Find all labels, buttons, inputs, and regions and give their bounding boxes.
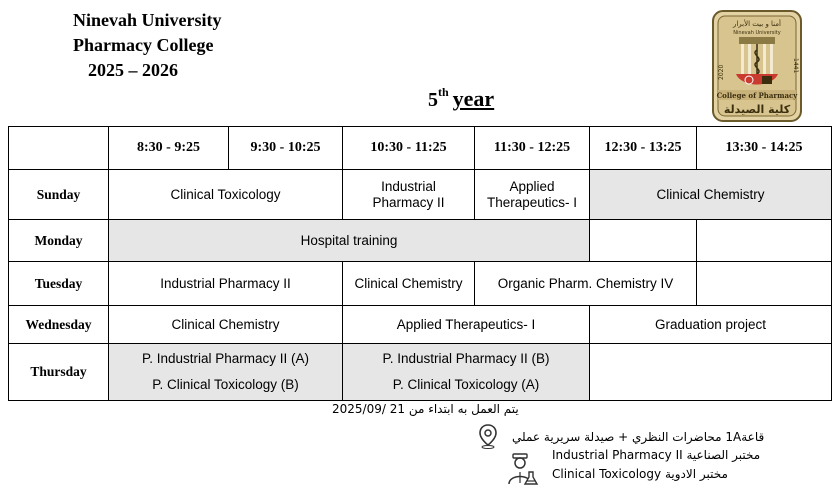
year-number: 5 bbox=[428, 89, 438, 111]
lab-cell bbox=[109, 344, 343, 401]
header-block bbox=[73, 8, 222, 83]
timetable bbox=[8, 126, 832, 401]
day-label: Sunday bbox=[9, 170, 109, 220]
study-year-title bbox=[428, 86, 494, 112]
lab2-note: مختبر الادوية Clinical Toxicology bbox=[552, 467, 728, 481]
time-slot-3: 10:30 - 11:25 bbox=[343, 127, 475, 170]
academic-year: 2025 – 2026 bbox=[88, 60, 178, 80]
logo-year-right: 1441 bbox=[792, 58, 799, 74]
class-line: Applied bbox=[509, 178, 555, 194]
year-suffix: th bbox=[438, 85, 449, 100]
sunday-row bbox=[9, 170, 832, 220]
lab-line: P. Clinical Toxicology (B) bbox=[152, 377, 299, 392]
monday-row bbox=[9, 220, 832, 262]
time-slot-1: 8:30 - 9:25 bbox=[109, 127, 229, 170]
class-cell: Clinical Toxicology bbox=[109, 170, 343, 220]
lab-line: P. Industrial Pharmacy II (A) bbox=[141, 351, 310, 366]
class-cell: Industrial Pharmacy II bbox=[109, 262, 343, 306]
college-name: Pharmacy College bbox=[73, 35, 214, 55]
class-line: Therapeutics- I bbox=[486, 194, 578, 210]
time-slot-5: 12:30 - 13:25 bbox=[590, 127, 697, 170]
class-cell bbox=[343, 170, 475, 220]
empty-cell bbox=[590, 220, 697, 262]
corner-cell bbox=[9, 127, 109, 170]
day-label: Monday bbox=[9, 220, 109, 262]
logo-college-ar: كلية الصيدلة bbox=[723, 103, 791, 116]
empty-cell bbox=[697, 220, 832, 262]
class-line: Industrial bbox=[381, 178, 436, 194]
day-label: Tuesday bbox=[9, 262, 109, 306]
class-cell bbox=[475, 170, 590, 220]
class-cell: Applied Therapeutics- I bbox=[343, 306, 590, 344]
college-logo bbox=[712, 10, 802, 122]
logo-college-en: College of Pharmacy bbox=[716, 91, 798, 100]
start-date-note: يتم العمل به ابتداء من 21 /2025/09 bbox=[332, 402, 519, 416]
university-name: Ninevah University bbox=[73, 10, 222, 30]
class-cell: Clinical Chemistry bbox=[343, 262, 475, 306]
lab-line: P. Industrial Pharmacy II (B) bbox=[382, 351, 550, 366]
class-line: Pharmacy II bbox=[372, 194, 445, 210]
tuesday-row bbox=[9, 262, 832, 306]
pharmacist-icon bbox=[505, 452, 539, 486]
year-word: year bbox=[452, 86, 495, 111]
time-slot-4: 11:30 - 12:25 bbox=[475, 127, 590, 170]
logo-top-text: أمنا و بيت الأبرار bbox=[732, 20, 782, 28]
hall-note: قاعة1A محاضرات النظري + صيدلة سريرية عملي bbox=[512, 430, 765, 444]
time-header-row bbox=[9, 127, 832, 170]
day-label: Thursday bbox=[9, 344, 109, 401]
time-slot-2: 9:30 - 10:25 bbox=[229, 127, 343, 170]
class-cell: Graduation project bbox=[590, 306, 832, 344]
class-cell: Organic Pharm. Chemistry IV bbox=[475, 262, 697, 306]
time-slot-6: 13:30 - 14:25 bbox=[697, 127, 832, 170]
logo-year-left: 2020 bbox=[718, 64, 725, 80]
lab1-note: مختبر الصناعية Industrial Pharmacy II bbox=[552, 448, 761, 462]
class-cell: Clinical Chemistry bbox=[109, 306, 343, 344]
logo-uni-text: Ninevah University bbox=[733, 30, 781, 36]
day-label: Wednesday bbox=[9, 306, 109, 344]
thursday-row bbox=[9, 344, 832, 401]
location-pin-icon bbox=[478, 423, 498, 449]
empty-cell bbox=[697, 262, 832, 306]
empty-cell bbox=[590, 344, 832, 401]
class-cell: Clinical Chemistry bbox=[590, 170, 832, 220]
lab-cell bbox=[343, 344, 590, 401]
lab-line: P. Clinical Toxicology (A) bbox=[392, 377, 540, 392]
class-cell: Hospital training bbox=[109, 220, 590, 262]
wednesday-row bbox=[9, 306, 832, 344]
